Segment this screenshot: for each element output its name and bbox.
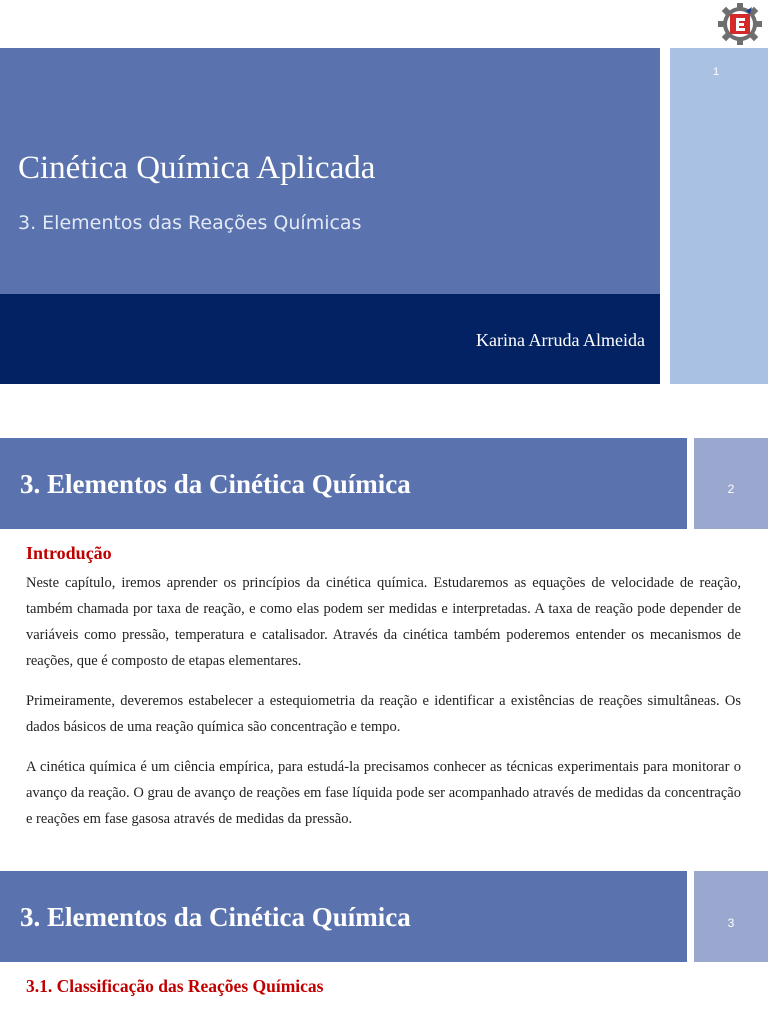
- slide-number-3: 3: [727, 916, 735, 930]
- intro-heading: Introdução: [26, 543, 112, 563]
- slide-number-1: 1: [712, 66, 720, 78]
- slide-number-2: 2: [727, 482, 735, 496]
- presentation-subtitle: 3. Elementos das Reações Químicas: [18, 212, 362, 234]
- slide-3-header-band: [0, 871, 687, 962]
- intro-paragraph-3: A cinética química é um ciência empírica, para estudá-la precisamos conhecer as técnicas experimentais para monitorar o avanço da reação. O grau de avanço de reações em fase líquida pode ser acompanhado através de medidas da concentração e reações em fase gasosa através de medidas da pressão.: [26, 759, 741, 827]
- slide-3-title: 3. Elementos da Cinética Química: [20, 902, 411, 932]
- gear-e-logo-icon: [716, 2, 764, 46]
- slide-2-header-band: [0, 438, 687, 529]
- slide-1-side-panel: [670, 48, 768, 384]
- section-3-1-heading: 3.1. Classificação das Reações Químicas: [26, 976, 324, 996]
- author-name: Karina Arruda Almeida: [476, 330, 645, 350]
- presentation-title: Cinética Química Aplicada: [18, 150, 376, 186]
- slide-2-title: 3. Elementos da Cinética Química: [20, 469, 411, 499]
- slide-2-side-panel: [694, 438, 768, 529]
- intro-paragraph-1: Neste capítulo, iremos aprender os princípios da cinética química. Estudaremos as equações de velocidade de reação, também chamada por taxa de reação, e como elas podem ser medidas e interpretadas. A taxa de reação pode depender de variáveis como pressão, temperatura e catalisador. Através da cinética também poderemos entender os mecanismos de reações, que é composto de etapas elementares.: [26, 575, 741, 669]
- slide-3-side-panel: [694, 871, 768, 962]
- intro-paragraph-2: Primeiramente, deveremos estabelecer a estequiometria da reação e identificar a existências de reações simultâneas. Os dados básicos de uma reação química são concentração e tempo.: [26, 693, 741, 735]
